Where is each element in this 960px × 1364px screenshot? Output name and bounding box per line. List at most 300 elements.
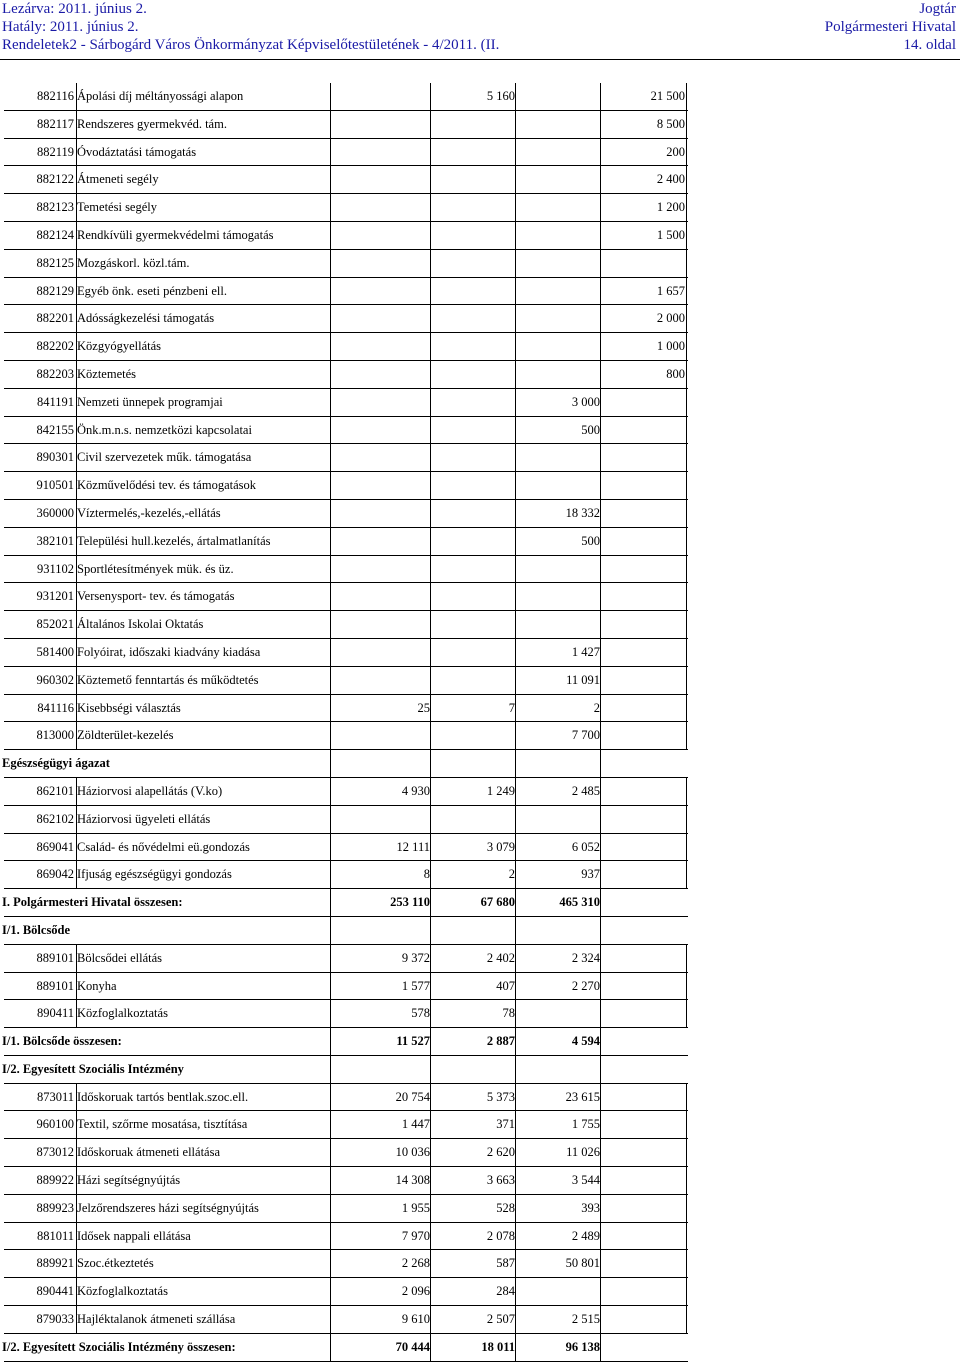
column-divider: [515, 639, 516, 667]
column-divider: [686, 305, 687, 333]
column-divider: [515, 1000, 516, 1028]
column-divider: [76, 973, 77, 1001]
amount-c3: 1 427: [571, 644, 600, 659]
column-divider: [330, 695, 331, 723]
column-divider: [430, 444, 431, 472]
column-divider: [330, 1111, 331, 1139]
column-divider: [430, 750, 431, 778]
amount-c2: 2 507: [486, 1312, 515, 1327]
header-rule: [0, 59, 960, 60]
column-divider: [515, 1056, 516, 1084]
item-name: Óvodáztatási támogatás: [77, 144, 197, 159]
column-divider: [515, 750, 516, 778]
column-divider: [686, 83, 687, 111]
column-divider: [430, 861, 431, 889]
column-divider: [76, 806, 77, 834]
column-divider: [515, 472, 516, 500]
column-divider: [330, 417, 331, 445]
function-code: 889921: [36, 1256, 74, 1271]
column-divider: [686, 500, 687, 528]
column-divider: [76, 639, 77, 667]
column-divider: [600, 1084, 601, 1112]
item-name: Települési hull.kezelés, ártalmatlanítás: [77, 533, 271, 548]
column-divider: [430, 1084, 431, 1112]
table-row: [0, 750, 960, 778]
column-divider: [76, 834, 77, 862]
table-row: [0, 1111, 960, 1139]
column-divider: [600, 1056, 601, 1084]
column-divider: [600, 1028, 601, 1056]
function-code: 882116: [36, 89, 74, 103]
column-divider: [76, 194, 77, 222]
column-divider: [515, 583, 516, 611]
column-divider: [330, 139, 331, 167]
function-code: 879033: [36, 1312, 74, 1327]
function-code: 882119: [36, 144, 74, 159]
column-divider: [76, 1084, 77, 1112]
table-row: [0, 1278, 960, 1306]
column-divider: [430, 500, 431, 528]
column-divider: [600, 1278, 601, 1306]
amount-c2: 407: [496, 978, 515, 993]
column-divider: [430, 889, 431, 917]
amount-c3: 2: [593, 700, 600, 715]
column-divider: [686, 389, 687, 417]
amount-c1: 4 930: [401, 783, 430, 798]
column-divider: [515, 389, 516, 417]
column-divider: [686, 250, 687, 278]
table-row: [0, 472, 960, 500]
amount-c2: 2 078: [486, 1228, 515, 1243]
column-divider: [330, 1167, 331, 1195]
column-divider: [430, 1306, 431, 1334]
column-divider: [600, 556, 601, 584]
column-divider: [430, 389, 431, 417]
item-name: Egyéb önk. eseti pénzbeni ell.: [77, 283, 227, 298]
column-divider: [600, 639, 601, 667]
table-row: [0, 695, 960, 723]
table-row: [0, 1000, 960, 1028]
item-name: Kisebbségi választás: [77, 700, 181, 715]
column-divider: [330, 361, 331, 389]
column-divider: [76, 611, 77, 639]
item-name: Szoc.étkeztetés: [77, 1256, 154, 1271]
column-divider: [600, 417, 601, 445]
item-name: Ápolási díj méltányossági alapon: [77, 89, 244, 103]
column-divider: [76, 83, 77, 111]
function-code: 813000: [36, 728, 74, 743]
column-divider: [686, 417, 687, 445]
table-row: [0, 1056, 960, 1084]
amount-c3: 1 755: [571, 1117, 600, 1132]
column-divider: [515, 305, 516, 333]
amount-c3: 465 310: [559, 895, 600, 910]
column-divider: [686, 861, 687, 889]
column-divider: [330, 1028, 331, 1056]
column-divider: [76, 528, 77, 556]
column-divider: [686, 333, 687, 361]
column-divider: [600, 139, 601, 167]
column-divider: [330, 1334, 331, 1362]
column-divider: [430, 278, 431, 306]
function-code: 882123: [36, 200, 74, 215]
amount-c3: 3 000: [571, 394, 600, 409]
column-divider: [686, 1278, 687, 1306]
column-divider: [515, 667, 516, 695]
item-name: Ifjuság egészségügyi gondozás: [77, 867, 232, 882]
amount-c1: 1 577: [401, 978, 430, 993]
column-divider: [76, 444, 77, 472]
item-name: Idősek nappali ellátása: [77, 1228, 191, 1243]
column-divider: [600, 889, 601, 917]
column-divider: [600, 528, 601, 556]
amount-c1: 14 308: [395, 1173, 430, 1188]
amount-c1: 70 444: [395, 1339, 430, 1354]
column-divider: [686, 695, 687, 723]
column-divider: [600, 1167, 601, 1195]
column-divider: [76, 139, 77, 167]
amount-c3: 2 324: [571, 950, 600, 965]
column-divider: [600, 806, 601, 834]
column-divider: [686, 778, 687, 806]
column-divider: [515, 611, 516, 639]
column-divider: [430, 83, 431, 111]
column-divider: [430, 778, 431, 806]
item-name: Háziorvosi alapellátás (V.ko): [77, 783, 223, 798]
amount-c1: 1 447: [401, 1117, 430, 1132]
column-divider: [430, 973, 431, 1001]
column-divider: [686, 639, 687, 667]
column-divider: [430, 1195, 431, 1223]
column-divider: [600, 945, 601, 973]
amount-c3: 2 489: [571, 1228, 600, 1243]
column-divider: [686, 1167, 687, 1195]
column-divider: [686, 1250, 687, 1278]
item-name: Bölcsődei ellátás: [77, 950, 163, 965]
column-divider: [600, 1334, 601, 1362]
function-code: 960302: [36, 672, 74, 687]
function-code: 873012: [36, 1145, 74, 1160]
column-divider: [686, 1111, 687, 1139]
column-divider: [430, 333, 431, 361]
column-divider: [686, 472, 687, 500]
column-divider: [76, 778, 77, 806]
table-row: [0, 611, 960, 639]
item-name: Házi segítségnyújtás: [77, 1173, 181, 1188]
column-divider: [600, 194, 601, 222]
column-divider: [330, 639, 331, 667]
column-divider: [430, 472, 431, 500]
column-divider: [600, 583, 601, 611]
function-code: 841191: [36, 394, 74, 409]
function-code: 882125: [36, 255, 74, 270]
amount-c2: 1 249: [486, 783, 515, 798]
column-divider: [600, 444, 601, 472]
amount-c3: 11 026: [566, 1145, 600, 1160]
column-divider: [430, 166, 431, 194]
column-divider: [600, 1139, 601, 1167]
function-code: 889101: [36, 950, 74, 965]
column-divider: [430, 528, 431, 556]
table-row: [0, 556, 960, 584]
column-divider: [686, 722, 687, 750]
table-row: [0, 1139, 960, 1167]
row-divider: [4, 1361, 688, 1362]
column-divider: [330, 750, 331, 778]
column-divider: [515, 83, 516, 111]
amount-c1: 9 372: [401, 950, 430, 965]
item-name: Időskoruak tartós bentlak.szoc.ell.: [77, 1089, 249, 1104]
column-divider: [330, 1306, 331, 1334]
function-code: 960100: [36, 1117, 74, 1132]
column-divider: [515, 945, 516, 973]
budget-table: [0, 83, 960, 1362]
amount-c4: 2 400: [656, 172, 685, 187]
column-divider: [330, 1223, 331, 1251]
column-divider: [330, 111, 331, 139]
table-row: [0, 917, 960, 945]
function-code: 360000: [36, 505, 74, 520]
column-divider: [330, 1139, 331, 1167]
column-divider: [430, 611, 431, 639]
amount-c3: 50 801: [565, 1256, 600, 1271]
amount-c1: 253 110: [390, 895, 430, 910]
column-divider: [686, 945, 687, 973]
column-divider: [76, 361, 77, 389]
column-divider: [600, 667, 601, 695]
column-divider: [330, 1278, 331, 1306]
amount-c1: 20 754: [395, 1089, 430, 1104]
column-divider: [600, 750, 601, 778]
column-divider: [686, 806, 687, 834]
function-code: 852021: [36, 617, 74, 632]
amount-c2: 5 160: [486, 89, 515, 103]
function-code: 890411: [36, 1006, 74, 1021]
amount-c2: 5 373: [486, 1089, 515, 1104]
column-divider: [330, 444, 331, 472]
column-divider: [430, 667, 431, 695]
column-divider: [330, 528, 331, 556]
amount-c1: 12 111: [396, 839, 430, 854]
column-divider: [76, 667, 77, 695]
amount-c3: 11 091: [566, 672, 600, 687]
amount-c3: 393: [581, 1200, 600, 1215]
column-divider: [330, 667, 331, 695]
amount-c1: 2 096: [401, 1284, 430, 1299]
column-divider: [686, 1139, 687, 1167]
column-divider: [515, 1028, 516, 1056]
column-divider: [430, 945, 431, 973]
item-name: Adósságkezelési támogatás: [77, 311, 215, 326]
amount-c3: 2 485: [571, 783, 600, 798]
table-row: [0, 778, 960, 806]
function-code: 869042: [36, 867, 74, 882]
column-divider: [600, 389, 601, 417]
column-divider: [76, 1223, 77, 1251]
column-divider: [330, 83, 331, 111]
column-divider: [600, 1223, 601, 1251]
column-divider: [76, 222, 77, 250]
amount-c2: 2 402: [486, 950, 515, 965]
column-divider: [515, 695, 516, 723]
column-divider: [430, 695, 431, 723]
function-code: 889101: [36, 978, 74, 993]
amount-c1: 2 268: [401, 1256, 430, 1271]
table-row: [0, 528, 960, 556]
column-divider: [430, 806, 431, 834]
item-name: Zöldterület-kezelés: [77, 728, 174, 743]
table-row: [0, 722, 960, 750]
column-divider: [76, 1167, 77, 1195]
column-divider: [430, 1139, 431, 1167]
column-divider: [600, 695, 601, 723]
function-code: 890301: [36, 450, 74, 465]
table-row: [0, 1028, 960, 1056]
amount-c4: 1 657: [656, 283, 685, 298]
column-divider: [76, 389, 77, 417]
column-divider: [600, 778, 601, 806]
column-divider: [330, 917, 331, 945]
header-left: [2, 0, 499, 54]
item-name: Átmeneti segély: [77, 172, 159, 187]
column-divider: [430, 194, 431, 222]
column-divider: [330, 834, 331, 862]
table-row: [0, 500, 960, 528]
amount-c2: 2 620: [486, 1145, 515, 1160]
item-name: Család- és nővédelmi eü.gondozás: [77, 839, 250, 854]
column-divider: [515, 444, 516, 472]
section-heading: Egészségügyi ágazat: [2, 756, 110, 771]
table-row: [0, 278, 960, 306]
table-row: [0, 361, 960, 389]
column-divider: [686, 361, 687, 389]
item-name: Hajléktalanok átmeneti szállása: [77, 1312, 236, 1327]
item-name: Textil, szőrme mosatása, tisztítása: [77, 1117, 248, 1132]
column-divider: [330, 778, 331, 806]
table-row: [0, 305, 960, 333]
section-heading: I/2. Egyesített Szociális Intézmény: [2, 1061, 184, 1076]
amount-c3: 2 270: [571, 978, 600, 993]
amount-c4: 800: [666, 366, 685, 381]
item-name: Temetési segély: [77, 200, 157, 215]
header-right: [825, 0, 956, 54]
table-row: [0, 583, 960, 611]
effective-date: Hatály: 2011. június 2.: [2, 19, 139, 35]
column-divider: [330, 1056, 331, 1084]
column-divider: [686, 278, 687, 306]
column-divider: [600, 917, 601, 945]
column-divider: [515, 806, 516, 834]
column-divider: [330, 611, 331, 639]
amount-c2: 587: [496, 1256, 515, 1271]
column-divider: [330, 583, 331, 611]
function-code: 862102: [36, 811, 74, 826]
table-row: [0, 250, 960, 278]
column-divider: [515, 1167, 516, 1195]
column-divider: [76, 1306, 77, 1334]
column-divider: [515, 194, 516, 222]
column-divider: [430, 417, 431, 445]
column-divider: [515, 834, 516, 862]
column-divider: [600, 1000, 601, 1028]
amount-c2: 18 011: [481, 1339, 515, 1354]
column-divider: [600, 722, 601, 750]
table-row: [0, 166, 960, 194]
column-divider: [686, 1306, 687, 1334]
function-code: 382101: [36, 533, 74, 548]
item-name: Víztermelés,-kezelés,-ellátás: [77, 505, 221, 520]
column-divider: [686, 166, 687, 194]
function-code: 882117: [36, 116, 74, 131]
column-divider: [430, 1167, 431, 1195]
column-divider: [330, 305, 331, 333]
amount-c3: 937: [581, 867, 600, 882]
amount-c1: 9 610: [401, 1312, 430, 1327]
column-divider: [430, 250, 431, 278]
column-divider: [686, 973, 687, 1001]
item-name: Sportlétesítmények mük. és üz.: [77, 561, 234, 576]
column-divider: [430, 583, 431, 611]
column-divider: [515, 1250, 516, 1278]
column-divider: [515, 1139, 516, 1167]
column-divider: [600, 973, 601, 1001]
column-divider: [515, 333, 516, 361]
item-name: Konyha: [77, 978, 117, 993]
column-divider: [600, 250, 601, 278]
amount-c1: 10 036: [395, 1145, 430, 1160]
table-row: [0, 444, 960, 472]
column-divider: [76, 250, 77, 278]
amount-c3: 6 052: [571, 839, 600, 854]
function-code: 862101: [36, 783, 74, 798]
column-divider: [330, 194, 331, 222]
column-divider: [686, 222, 687, 250]
column-divider: [330, 472, 331, 500]
item-name: Általános Iskolai Oktatás: [77, 617, 204, 632]
item-name: Folyóirat, időszaki kiadvány kiadása: [77, 644, 261, 659]
column-divider: [515, 1223, 516, 1251]
column-divider: [515, 278, 516, 306]
column-divider: [515, 111, 516, 139]
column-divider: [430, 639, 431, 667]
amount-c2: 2: [508, 867, 515, 882]
column-divider: [686, 1000, 687, 1028]
table-row: [0, 111, 960, 139]
table-row: [0, 861, 960, 889]
page-number: 14. oldal: [903, 37, 956, 53]
function-code: 873011: [36, 1089, 74, 1104]
regulation-title: Rendeletek2 - Sárbogárd Város Önkormányzat Képviselőtestületének - 4/2011. (II.: [2, 37, 500, 53]
amount-c3: 4 594: [571, 1034, 600, 1049]
column-divider: [515, 1278, 516, 1306]
office-name: Polgármesteri Hivatal: [824, 19, 956, 35]
table-row: [0, 1195, 960, 1223]
amount-c2: 528: [496, 1200, 515, 1215]
item-name: Közművelődési tev. és támogatások: [77, 478, 257, 493]
amount-c3: 500: [581, 422, 600, 437]
column-divider: [330, 806, 331, 834]
column-divider: [515, 139, 516, 167]
column-divider: [76, 333, 77, 361]
column-divider: [515, 500, 516, 528]
amount-c2: 2 887: [486, 1034, 515, 1049]
column-divider: [600, 1195, 601, 1223]
column-divider: [430, 917, 431, 945]
column-divider: [600, 611, 601, 639]
column-divider: [76, 278, 77, 306]
column-divider: [330, 945, 331, 973]
column-divider: [515, 722, 516, 750]
